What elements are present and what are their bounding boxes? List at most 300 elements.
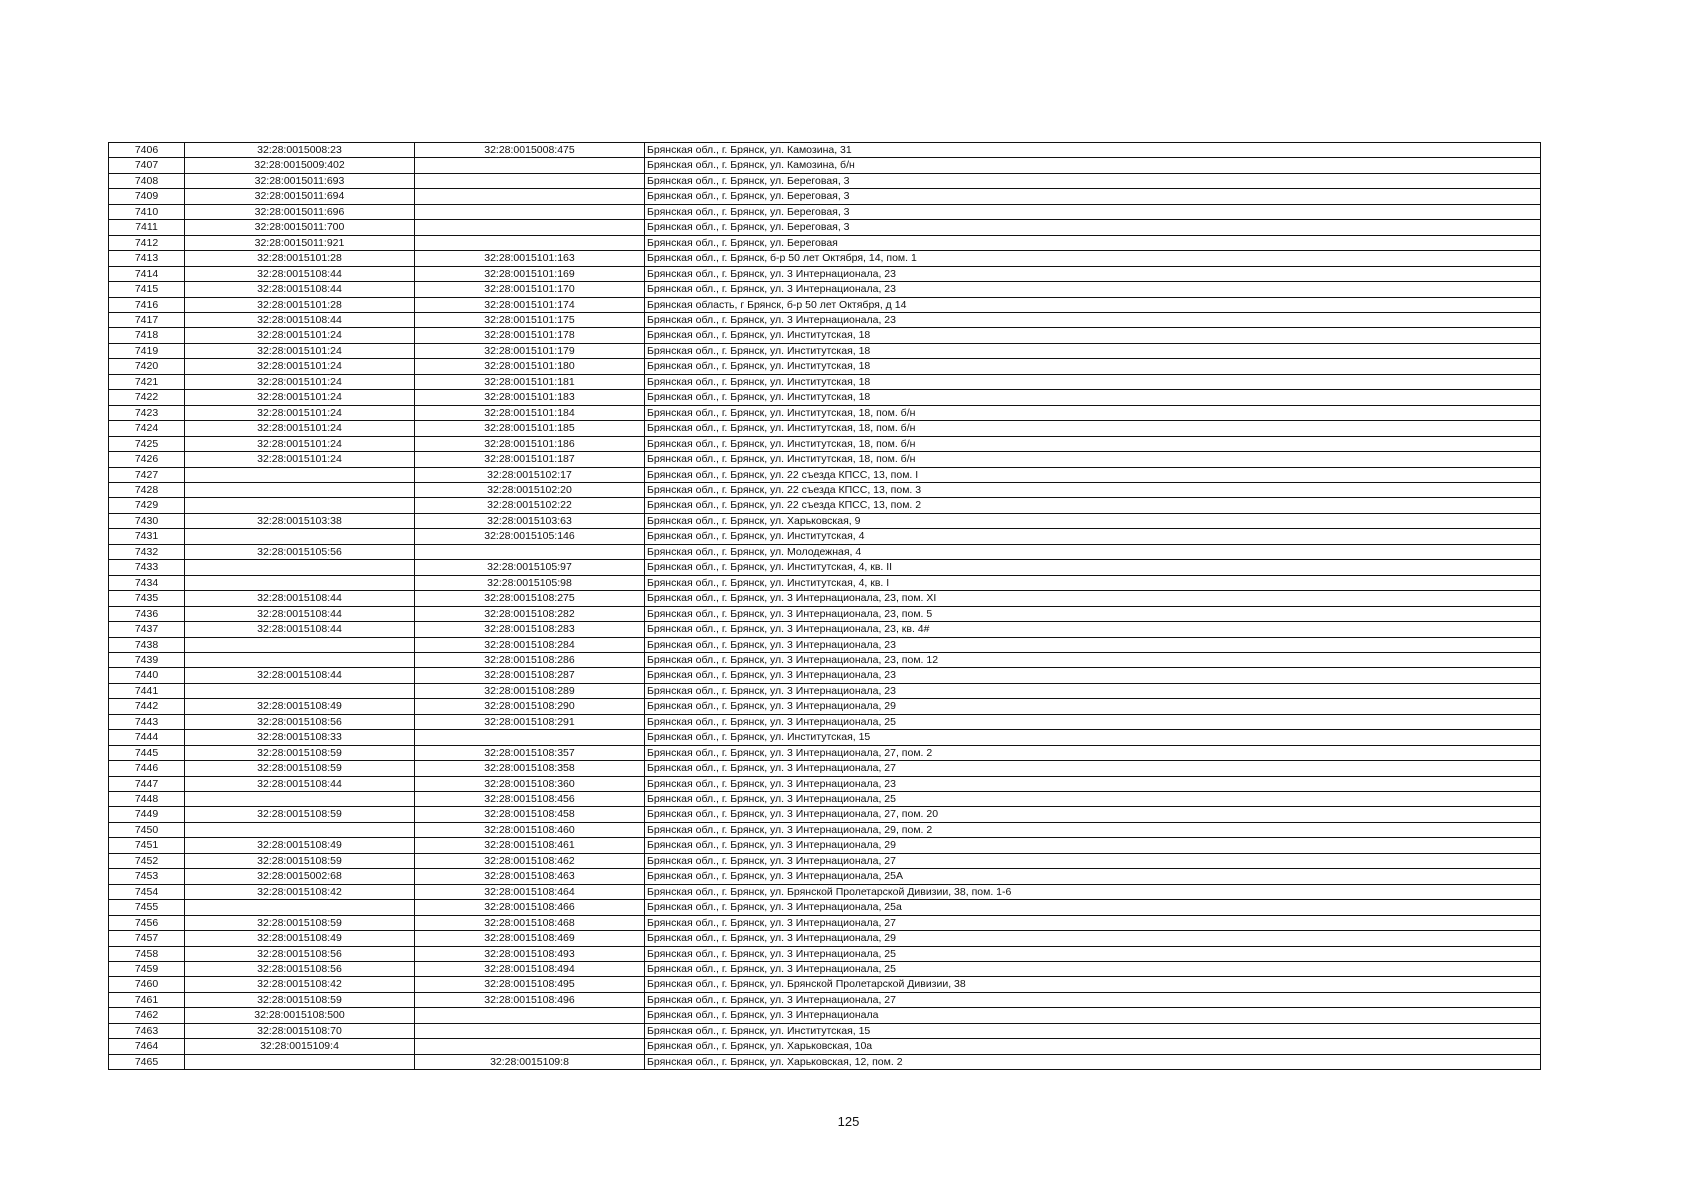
table-row — [109, 992, 1541, 1007]
registry-table-body — [109, 143, 1541, 1070]
object-cadastral-number-cell: 32:28:0015108:468 — [415, 915, 645, 930]
address-cell: Брянская обл., г. Брянск, ул. Институтская, 18 — [645, 374, 1541, 389]
object-cadastral-number-cell — [415, 1008, 645, 1023]
object-cadastral-number-cell: 32:28:0015101:187 — [415, 452, 645, 467]
land-cadastral-number-cell — [185, 822, 415, 837]
row-number-cell: 7457 — [109, 931, 185, 946]
row-number-cell: 7460 — [109, 977, 185, 992]
land-cadastral-number-cell: 32:28:0015108:44 — [185, 668, 415, 683]
table-row — [109, 606, 1541, 621]
land-cadastral-number-cell: 32:28:0015011:693 — [185, 173, 415, 188]
address-cell: Брянская обл., г. Брянск, ул. Институтская, 18 — [645, 328, 1541, 343]
object-cadastral-number-cell: 32:28:0015108:290 — [415, 699, 645, 714]
row-number-cell: 7415 — [109, 282, 185, 297]
table-row — [109, 869, 1541, 884]
address-cell: Брянская обл., г. Брянск, б-р 50 лет Октября, 14, пом. 1 — [645, 251, 1541, 266]
row-number-cell: 7455 — [109, 900, 185, 915]
table-row — [109, 699, 1541, 714]
land-cadastral-number-cell: 32:28:0015101:24 — [185, 328, 415, 343]
row-number-cell: 7449 — [109, 807, 185, 822]
address-cell: Брянская обл., г. Брянск, ул. 3 Интернационала, 23 — [645, 668, 1541, 683]
row-number-cell: 7456 — [109, 915, 185, 930]
row-number-cell: 7435 — [109, 591, 185, 606]
table-row — [109, 1023, 1541, 1038]
land-cadastral-number-cell: 32:28:0015108:49 — [185, 931, 415, 946]
row-number-cell: 7417 — [109, 312, 185, 327]
address-cell: Брянская область, г Брянск, б-р 50 лет Октября, д 14 — [645, 297, 1541, 312]
address-cell: Брянская обл., г. Брянск, ул. 3 Интернационала, 27 — [645, 853, 1541, 868]
address-cell: Брянская обл., г. Брянск, ул. 3 Интернационала, 23, пом. 5 — [645, 606, 1541, 621]
row-number-cell: 7420 — [109, 359, 185, 374]
object-cadastral-number-cell — [415, 235, 645, 250]
row-number-cell: 7409 — [109, 189, 185, 204]
address-cell: Брянская обл., г. Брянск, ул. 3 Интернационала, 29 — [645, 699, 1541, 714]
address-cell: Брянская обл., г. Брянск, ул. Институтская, 18, пом. б/н — [645, 452, 1541, 467]
land-cadastral-number-cell: 32:28:0015101:24 — [185, 343, 415, 358]
land-cadastral-number-cell: 32:28:0015108:59 — [185, 745, 415, 760]
land-cadastral-number-cell: 32:28:0015108:59 — [185, 807, 415, 822]
land-cadastral-number-cell: 32:28:0015101:24 — [185, 421, 415, 436]
object-cadastral-number-cell — [415, 173, 645, 188]
table-row — [109, 946, 1541, 961]
address-cell: Брянская обл., г. Брянск, ул. Камозина, б/н — [645, 158, 1541, 173]
address-cell: Брянская обл., г. Брянск, ул. Институтская, 15 — [645, 730, 1541, 745]
row-number-cell: 7434 — [109, 575, 185, 590]
object-cadastral-number-cell: 32:28:0015108:458 — [415, 807, 645, 822]
row-number-cell: 7425 — [109, 436, 185, 451]
land-cadastral-number-cell: 32:28:0015009:402 — [185, 158, 415, 173]
row-number-cell: 7428 — [109, 482, 185, 497]
object-cadastral-number-cell — [415, 544, 645, 559]
row-number-cell: 7410 — [109, 204, 185, 219]
object-cadastral-number-cell: 32:28:0015108:286 — [415, 652, 645, 667]
land-cadastral-number-cell: 32:28:0015108:59 — [185, 992, 415, 1007]
land-cadastral-number-cell: 32:28:0015011:694 — [185, 189, 415, 204]
address-cell: Брянская обл., г. Брянск, ул. 3 Интернационала, 23 — [645, 683, 1541, 698]
table-row — [109, 343, 1541, 358]
table-row — [109, 173, 1541, 188]
row-number-cell: 7413 — [109, 251, 185, 266]
address-cell: Брянская обл., г. Брянск, ул. 3 Интернационала, 23, кв. 4# — [645, 622, 1541, 637]
land-cadastral-number-cell: 32:28:0015101:24 — [185, 436, 415, 451]
object-cadastral-number-cell: 32:28:0015108:494 — [415, 962, 645, 977]
object-cadastral-number-cell: 32:28:0015108:358 — [415, 761, 645, 776]
land-cadastral-number-cell: 32:28:0015108:44 — [185, 622, 415, 637]
object-cadastral-number-cell — [415, 204, 645, 219]
object-cadastral-number-cell: 32:28:0015105:98 — [415, 575, 645, 590]
address-cell: Брянская обл., г. Брянск, ул. Институтская, 18, пом. б/н — [645, 421, 1541, 436]
address-cell: Брянская обл., г. Брянск, ул. 3 Интернационала, 25 — [645, 792, 1541, 807]
table-row — [109, 529, 1541, 544]
table-row — [109, 575, 1541, 590]
row-number-cell: 7406 — [109, 143, 185, 158]
property-registry-table — [108, 142, 1541, 1070]
row-number-cell: 7454 — [109, 884, 185, 899]
address-cell: Брянская обл., г. Брянск, ул. Институтская, 4, кв. I — [645, 575, 1541, 590]
object-cadastral-number-cell: 32:28:0015109:8 — [415, 1054, 645, 1069]
address-cell: Брянская обл., г. Брянск, ул. Институтская, 18 — [645, 343, 1541, 358]
address-cell: Брянская обл., г. Брянск, ул. 3 Интернационала, 29 — [645, 838, 1541, 853]
table-row — [109, 822, 1541, 837]
object-cadastral-number-cell: 32:28:0015101:175 — [415, 312, 645, 327]
address-cell: Брянская обл., г. Брянск, ул. Береговая — [645, 235, 1541, 250]
object-cadastral-number-cell: 32:28:0015108:496 — [415, 992, 645, 1007]
table-row — [109, 421, 1541, 436]
address-cell: Брянская обл., г. Брянск, ул. 3 Интернационала, 23 — [645, 776, 1541, 791]
land-cadastral-number-cell: 32:28:0015002:68 — [185, 869, 415, 884]
row-number-cell: 7444 — [109, 730, 185, 745]
object-cadastral-number-cell: 32:28:0015102:17 — [415, 467, 645, 482]
row-number-cell: 7441 — [109, 683, 185, 698]
address-cell: Брянская обл., г. Брянск, ул. Береговая, 3 — [645, 220, 1541, 235]
row-number-cell: 7452 — [109, 853, 185, 868]
table-row — [109, 591, 1541, 606]
table-row — [109, 714, 1541, 729]
land-cadastral-number-cell: 32:28:0015108:70 — [185, 1023, 415, 1038]
table-row — [109, 312, 1541, 327]
object-cadastral-number-cell: 32:28:0015105:97 — [415, 560, 645, 575]
land-cadastral-number-cell: 32:28:0015108:500 — [185, 1008, 415, 1023]
land-cadastral-number-cell — [185, 652, 415, 667]
object-cadastral-number-cell — [415, 220, 645, 235]
table-row — [109, 962, 1541, 977]
object-cadastral-number-cell: 32:28:0015102:20 — [415, 482, 645, 497]
land-cadastral-number-cell — [185, 482, 415, 497]
address-cell: Брянская обл., г. Брянск, ул. 3 Интернационала — [645, 1008, 1541, 1023]
row-number-cell: 7442 — [109, 699, 185, 714]
land-cadastral-number-cell: 32:28:0015101:28 — [185, 297, 415, 312]
address-cell: Брянская обл., г. Брянск, ул. 3 Интернационала, 25А — [645, 869, 1541, 884]
address-cell: Брянская обл., г. Брянск, ул. 3 Интернационала, 27, пом. 20 — [645, 807, 1541, 822]
object-cadastral-number-cell: 32:28:0015101:174 — [415, 297, 645, 312]
row-number-cell: 7416 — [109, 297, 185, 312]
row-number-cell: 7459 — [109, 962, 185, 977]
address-cell: Брянская обл., г. Брянск, ул. Брянской Пролетарской Дивизии, 38 — [645, 977, 1541, 992]
table-row — [109, 977, 1541, 992]
land-cadastral-number-cell — [185, 529, 415, 544]
land-cadastral-number-cell: 32:28:0015108:44 — [185, 312, 415, 327]
object-cadastral-number-cell: 32:28:0015108:283 — [415, 622, 645, 637]
object-cadastral-number-cell — [415, 1039, 645, 1054]
table-row — [109, 1054, 1541, 1069]
row-number-cell: 7458 — [109, 946, 185, 961]
row-number-cell: 7451 — [109, 838, 185, 853]
address-cell: Брянская обл., г. Брянск, ул. Институтская, 18 — [645, 359, 1541, 374]
row-number-cell: 7408 — [109, 173, 185, 188]
row-number-cell: 7432 — [109, 544, 185, 559]
address-cell: Брянская обл., г. Брянск, ул. Береговая, 3 — [645, 173, 1541, 188]
row-number-cell: 7429 — [109, 498, 185, 513]
object-cadastral-number-cell: 32:28:0015108:469 — [415, 931, 645, 946]
land-cadastral-number-cell — [185, 637, 415, 652]
row-number-cell: 7427 — [109, 467, 185, 482]
land-cadastral-number-cell: 32:28:0015011:696 — [185, 204, 415, 219]
table-row — [109, 1039, 1541, 1054]
table-row — [109, 390, 1541, 405]
row-number-cell: 7463 — [109, 1023, 185, 1038]
table-row — [109, 544, 1541, 559]
row-number-cell: 7433 — [109, 560, 185, 575]
object-cadastral-number-cell: 32:28:0015105:146 — [415, 529, 645, 544]
address-cell: Брянская обл., г. Брянск, ул. 3 Интернационала, 23 — [645, 282, 1541, 297]
address-cell: Брянская обл., г. Брянск, ул. 3 Интернационала, 29, пом. 2 — [645, 822, 1541, 837]
row-number-cell: 7411 — [109, 220, 185, 235]
land-cadastral-number-cell: 32:28:0015011:921 — [185, 235, 415, 250]
table-row — [109, 652, 1541, 667]
land-cadastral-number-cell: 32:28:0015008:23 — [185, 143, 415, 158]
table-row — [109, 792, 1541, 807]
address-cell: Брянская обл., г. Брянск, ул. Брянской Пролетарской Дивизии, 38, пом. 1-6 — [645, 884, 1541, 899]
table-row — [109, 251, 1541, 266]
table-row — [109, 204, 1541, 219]
object-cadastral-number-cell: 32:28:0015108:289 — [415, 683, 645, 698]
row-number-cell: 7412 — [109, 235, 185, 250]
row-number-cell: 7414 — [109, 266, 185, 281]
address-cell: Брянская обл., г. Брянск, ул. Береговая, 3 — [645, 204, 1541, 219]
table-row — [109, 359, 1541, 374]
row-number-cell: 7462 — [109, 1008, 185, 1023]
address-cell: Брянская обл., г. Брянск, ул. 3 Интернационала, 23, пом. XI — [645, 591, 1541, 606]
object-cadastral-number-cell: 32:28:0015101:184 — [415, 405, 645, 420]
address-cell: Брянская обл., г. Брянск, ул. 3 Интернационала, 27, пом. 2 — [645, 745, 1541, 760]
address-cell: Брянская обл., г. Брянск, ул. Институтская, 4 — [645, 529, 1541, 544]
address-cell: Брянская обл., г. Брянск, ул. 3 Интернационала, 27 — [645, 992, 1541, 1007]
object-cadastral-number-cell: 32:28:0015103:63 — [415, 513, 645, 528]
object-cadastral-number-cell: 32:28:0015101:178 — [415, 328, 645, 343]
table-row — [109, 931, 1541, 946]
table-row — [109, 900, 1541, 915]
land-cadastral-number-cell: 32:28:0015108:42 — [185, 977, 415, 992]
object-cadastral-number-cell — [415, 189, 645, 204]
row-number-cell: 7437 — [109, 622, 185, 637]
row-number-cell: 7443 — [109, 714, 185, 729]
land-cadastral-number-cell: 32:28:0015101:24 — [185, 452, 415, 467]
object-cadastral-number-cell — [415, 158, 645, 173]
row-number-cell: 7450 — [109, 822, 185, 837]
land-cadastral-number-cell: 32:28:0015108:59 — [185, 853, 415, 868]
land-cadastral-number-cell: 32:28:0015108:59 — [185, 915, 415, 930]
table-row — [109, 637, 1541, 652]
land-cadastral-number-cell: 32:28:0015101:24 — [185, 405, 415, 420]
object-cadastral-number-cell: 32:28:0015102:22 — [415, 498, 645, 513]
row-number-cell: 7445 — [109, 745, 185, 760]
object-cadastral-number-cell: 32:28:0015101:181 — [415, 374, 645, 389]
address-cell: Брянская обл., г. Брянск, ул. Харьковская, 9 — [645, 513, 1541, 528]
row-number-cell: 7421 — [109, 374, 185, 389]
table-row — [109, 452, 1541, 467]
object-cadastral-number-cell: 32:28:0015108:287 — [415, 668, 645, 683]
row-number-cell: 7461 — [109, 992, 185, 1007]
table-row — [109, 266, 1541, 281]
land-cadastral-number-cell: 32:28:0015108:44 — [185, 591, 415, 606]
object-cadastral-number-cell: 32:28:0015108:461 — [415, 838, 645, 853]
address-cell: Брянская обл., г. Брянск, ул. Институтская, 18, пом. б/н — [645, 436, 1541, 451]
land-cadastral-number-cell: 32:28:0015103:38 — [185, 513, 415, 528]
table-row — [109, 405, 1541, 420]
registry-sheet — [108, 142, 1541, 1070]
object-cadastral-number-cell: 32:28:0015101:183 — [415, 390, 645, 405]
land-cadastral-number-cell: 32:28:0015108:44 — [185, 266, 415, 281]
land-cadastral-number-cell — [185, 683, 415, 698]
row-number-cell: 7453 — [109, 869, 185, 884]
row-number-cell: 7431 — [109, 529, 185, 544]
table-row — [109, 482, 1541, 497]
object-cadastral-number-cell — [415, 1023, 645, 1038]
row-number-cell: 7439 — [109, 652, 185, 667]
land-cadastral-number-cell — [185, 498, 415, 513]
land-cadastral-number-cell: 32:28:0015108:56 — [185, 946, 415, 961]
row-number-cell: 7465 — [109, 1054, 185, 1069]
object-cadastral-number-cell: 32:28:0015101:163 — [415, 251, 645, 266]
land-cadastral-number-cell: 32:28:0015108:42 — [185, 884, 415, 899]
table-row — [109, 915, 1541, 930]
row-number-cell: 7424 — [109, 421, 185, 436]
land-cadastral-number-cell: 32:28:0015108:49 — [185, 699, 415, 714]
row-number-cell: 7423 — [109, 405, 185, 420]
table-row — [109, 498, 1541, 513]
row-number-cell: 7422 — [109, 390, 185, 405]
address-cell: Брянская обл., г. Брянск, ул. Харьковская, 10а — [645, 1039, 1541, 1054]
table-row — [109, 730, 1541, 745]
land-cadastral-number-cell: 32:28:0015108:33 — [185, 730, 415, 745]
table-row — [109, 374, 1541, 389]
address-cell: Брянская обл., г. Брянск, ул. 3 Интернационала, 23 — [645, 266, 1541, 281]
table-row — [109, 761, 1541, 776]
address-cell: Брянская обл., г. Брянск, ул. 3 Интернационала, 29 — [645, 931, 1541, 946]
table-row — [109, 1008, 1541, 1023]
row-number-cell: 7419 — [109, 343, 185, 358]
row-number-cell: 7430 — [109, 513, 185, 528]
object-cadastral-number-cell: 32:28:0015108:495 — [415, 977, 645, 992]
table-row — [109, 158, 1541, 173]
page-number: 125 — [837, 1114, 860, 1129]
land-cadastral-number-cell: 32:28:0015108:44 — [185, 606, 415, 621]
table-row — [109, 220, 1541, 235]
land-cadastral-number-cell — [185, 792, 415, 807]
table-row — [109, 436, 1541, 451]
table-row — [109, 297, 1541, 312]
object-cadastral-number-cell: 32:28:0015108:460 — [415, 822, 645, 837]
land-cadastral-number-cell — [185, 575, 415, 590]
land-cadastral-number-cell: 32:28:0015108:59 — [185, 761, 415, 776]
address-cell: Брянская обл., г. Брянск, ул. Молодежная, 4 — [645, 544, 1541, 559]
land-cadastral-number-cell: 32:28:0015101:24 — [185, 359, 415, 374]
land-cadastral-number-cell: 32:28:0015109:4 — [185, 1039, 415, 1054]
table-row — [109, 560, 1541, 575]
table-row — [109, 776, 1541, 791]
address-cell: Брянская обл., г. Брянск, ул. Институтская, 4, кв. II — [645, 560, 1541, 575]
object-cadastral-number-cell: 32:28:0015108:360 — [415, 776, 645, 791]
table-row — [109, 853, 1541, 868]
land-cadastral-number-cell — [185, 560, 415, 575]
land-cadastral-number-cell: 32:28:0015101:24 — [185, 374, 415, 389]
address-cell: Брянская обл., г. Брянск, ул. 3 Интернационала, 25 — [645, 962, 1541, 977]
address-cell: Брянская обл., г. Брянск, ул. 3 Интернационала, 25 — [645, 714, 1541, 729]
object-cadastral-number-cell: 32:28:0015108:462 — [415, 853, 645, 868]
address-cell: Брянская обл., г. Брянск, ул. Береговая, 3 — [645, 189, 1541, 204]
table-row — [109, 745, 1541, 760]
address-cell: Брянская обл., г. Брянск, ул. 3 Интернационала, 23, пом. 12 — [645, 652, 1541, 667]
land-cadastral-number-cell: 32:28:0015108:49 — [185, 838, 415, 853]
table-row — [109, 235, 1541, 250]
row-number-cell: 7448 — [109, 792, 185, 807]
table-row — [109, 884, 1541, 899]
land-cadastral-number-cell: 32:28:0015108:44 — [185, 282, 415, 297]
object-cadastral-number-cell: 32:28:0015101:180 — [415, 359, 645, 374]
land-cadastral-number-cell — [185, 900, 415, 915]
address-cell: Брянская обл., г. Брянск, ул. 3 Интернационала, 25 — [645, 946, 1541, 961]
row-number-cell: 7440 — [109, 668, 185, 683]
land-cadastral-number-cell — [185, 1054, 415, 1069]
row-number-cell: 7436 — [109, 606, 185, 621]
address-cell: Брянская обл., г. Брянск, ул. 3 Интернационала, 27 — [645, 915, 1541, 930]
table-row — [109, 807, 1541, 822]
row-number-cell: 7407 — [109, 158, 185, 173]
land-cadastral-number-cell: 32:28:0015108:56 — [185, 962, 415, 977]
table-row — [109, 189, 1541, 204]
object-cadastral-number-cell: 32:28:0015108:282 — [415, 606, 645, 621]
land-cadastral-number-cell — [185, 467, 415, 482]
land-cadastral-number-cell: 32:28:0015105:56 — [185, 544, 415, 559]
table-row — [109, 838, 1541, 853]
table-row — [109, 467, 1541, 482]
table-row — [109, 668, 1541, 683]
address-cell: Брянская обл., г. Брянск, ул. Институтская, 18 — [645, 390, 1541, 405]
object-cadastral-number-cell: 32:28:0015008:475 — [415, 143, 645, 158]
address-cell: Брянская обл., г. Брянск, ул. Институтская, 15 — [645, 1023, 1541, 1038]
land-cadastral-number-cell: 32:28:0015101:28 — [185, 251, 415, 266]
land-cadastral-number-cell: 32:28:0015011:700 — [185, 220, 415, 235]
object-cadastral-number-cell — [415, 730, 645, 745]
object-cadastral-number-cell: 32:28:0015101:186 — [415, 436, 645, 451]
address-cell: Брянская обл., г. Брянск, ул. 3 Интернационала, 27 — [645, 761, 1541, 776]
row-number-cell: 7426 — [109, 452, 185, 467]
row-number-cell: 7418 — [109, 328, 185, 343]
object-cadastral-number-cell: 32:28:0015101:179 — [415, 343, 645, 358]
address-cell: Брянская обл., г. Брянск, ул. Харьковская, 12, пом. 2 — [645, 1054, 1541, 1069]
row-number-cell: 7438 — [109, 637, 185, 652]
object-cadastral-number-cell: 32:28:0015101:170 — [415, 282, 645, 297]
address-cell: Брянская обл., г. Брянск, ул. 3 Интернационала, 25а — [645, 900, 1541, 915]
table-row — [109, 513, 1541, 528]
address-cell: Брянская обл., г. Брянск, ул. Камозина, 31 — [645, 143, 1541, 158]
address-cell: Брянская обл., г. Брянск, ул. 22 съезда КПСС, 13, пом. 3 — [645, 482, 1541, 497]
table-row — [109, 328, 1541, 343]
row-number-cell: 7464 — [109, 1039, 185, 1054]
address-cell: Брянская обл., г. Брянск, ул. 22 съезда КПСС, 13, пом. 2 — [645, 498, 1541, 513]
address-cell: Брянская обл., г. Брянск, ул. Институтская, 18, пом. б/н — [645, 405, 1541, 420]
row-number-cell: 7446 — [109, 761, 185, 776]
object-cadastral-number-cell: 32:28:0015108:466 — [415, 900, 645, 915]
object-cadastral-number-cell: 32:28:0015108:275 — [415, 591, 645, 606]
address-cell: Брянская обл., г. Брянск, ул. 22 съезда КПСС, 13, пом. I — [645, 467, 1541, 482]
object-cadastral-number-cell: 32:28:0015108:456 — [415, 792, 645, 807]
land-cadastral-number-cell: 32:28:0015101:24 — [185, 390, 415, 405]
address-cell: Брянская обл., г. Брянск, ул. 3 Интернационала, 23 — [645, 637, 1541, 652]
object-cadastral-number-cell: 32:28:0015108:357 — [415, 745, 645, 760]
row-number-cell: 7447 — [109, 776, 185, 791]
land-cadastral-number-cell: 32:28:0015108:44 — [185, 776, 415, 791]
address-cell: Брянская обл., г. Брянск, ул. 3 Интернационала, 23 — [645, 312, 1541, 327]
object-cadastral-number-cell: 32:28:0015108:464 — [415, 884, 645, 899]
land-cadastral-number-cell: 32:28:0015108:56 — [185, 714, 415, 729]
object-cadastral-number-cell: 32:28:0015101:185 — [415, 421, 645, 436]
table-row — [109, 622, 1541, 637]
object-cadastral-number-cell: 32:28:0015108:291 — [415, 714, 645, 729]
object-cadastral-number-cell: 32:28:0015108:284 — [415, 637, 645, 652]
table-row — [109, 143, 1541, 158]
table-row — [109, 282, 1541, 297]
